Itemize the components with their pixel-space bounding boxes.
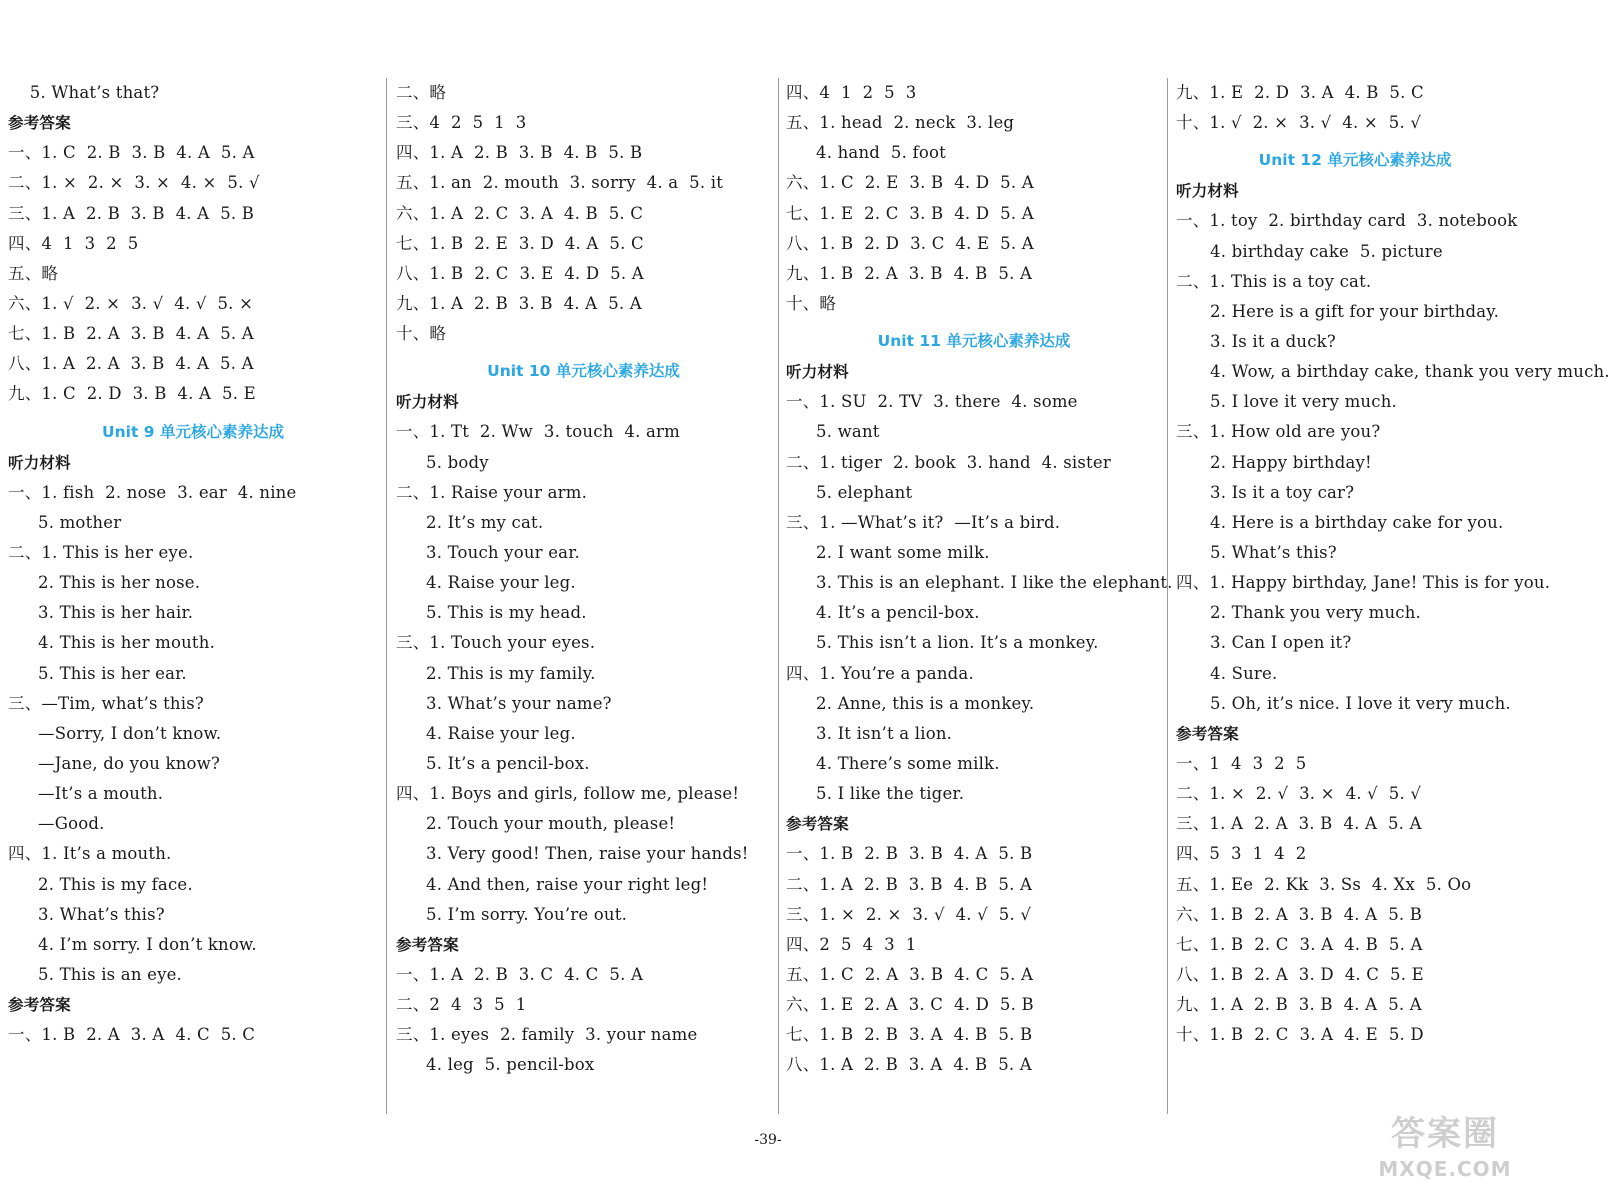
answer-line: 三、1. —What’s it? —It’s a bird. bbox=[786, 512, 1061, 532]
answer-line: 三、1. A 2. B 3. B 4. A 5. B bbox=[8, 203, 255, 223]
answer-line: 七、1. B 2. B 3. A 4. B 5. B bbox=[786, 1025, 1033, 1045]
column-divider bbox=[1167, 78, 1168, 1114]
answer-line: 二、1. A 2. B 3. B 4. B 5. A bbox=[786, 874, 1033, 894]
answer-line: 二、1. × 2. × 3. × 4. × 5. √ bbox=[8, 173, 260, 193]
answer-line: 5. Oh, it’s nice. I love it very much. bbox=[1210, 693, 1511, 713]
answer-line: 一、1. fish 2. nose 3. ear 4. nine bbox=[8, 482, 297, 502]
answer-line: 一、1. A 2. B 3. C 4. C 5. A bbox=[396, 964, 644, 984]
answer-line: 二、略 bbox=[396, 83, 447, 102]
section-heading: 参考答案 bbox=[8, 996, 71, 1015]
answer-line: 4. Raise your leg. bbox=[426, 723, 576, 743]
answer-line: 5. body bbox=[426, 452, 489, 472]
answer-line: 三、1. eyes 2. family 3. your name bbox=[396, 1025, 698, 1045]
page-number: -39- bbox=[754, 1132, 782, 1148]
answer-line: 4. I’m sorry. I don’t know. bbox=[38, 934, 257, 954]
answer-line: 4. Here is a birthday cake for you. bbox=[1210, 512, 1504, 532]
answer-line: 三、1. A 2. A 3. B 4. A 5. A bbox=[1176, 814, 1422, 834]
answer-line: 2. Thank you very much. bbox=[1210, 603, 1421, 623]
column-2 bbox=[396, 78, 771, 1118]
answer-line: 2. This is my family. bbox=[426, 663, 596, 683]
answer-line: 五、1. C 2. A 3. B 4. C 5. A bbox=[786, 964, 1034, 984]
answer-line: 六、1. √ 2. × 3. √ 4. √ 5. × bbox=[8, 293, 254, 313]
answer-line: 5. I like the tiger. bbox=[816, 784, 965, 804]
answer-line: 八、1. A 2. B 3. A 4. B 5. A bbox=[786, 1055, 1032, 1075]
answer-line: 二、1. This is a toy cat. bbox=[1176, 271, 1372, 291]
answer-line: 3. Is it a toy car? bbox=[1210, 482, 1355, 502]
answer-line: 4. And then, raise your right leg! bbox=[426, 874, 709, 894]
section-heading: 参考答案 bbox=[786, 815, 849, 834]
answer-line: 四、4 1 3 2 5 bbox=[8, 233, 139, 253]
answer-line: 九、1. C 2. D 3. B 4. A 5. E bbox=[8, 384, 256, 404]
answer-line: 九、1. B 2. A 3. B 4. B 5. A bbox=[786, 263, 1033, 283]
answer-line: 四、1. A 2. B 3. B 4. B 5. B bbox=[396, 143, 643, 163]
answer-line: 一、1. B 2. B 3. B 4. A 5. B bbox=[786, 844, 1033, 864]
answer-line: 2. Touch your mouth, please! bbox=[426, 814, 676, 834]
answer-line: 3. Can I open it? bbox=[1210, 633, 1352, 653]
answer-line: 5. mother bbox=[38, 512, 122, 532]
answer-line: 三、—Tim, what’s this? bbox=[8, 693, 204, 713]
answer-line: 九、1. A 2. B 3. B 4. A 5. A bbox=[396, 293, 642, 313]
answer-line: 四、2 5 4 3 1 bbox=[786, 934, 917, 954]
answer-line: 2. This is my face. bbox=[38, 874, 193, 894]
answer-line: 四、1. You’re a panda. bbox=[786, 663, 974, 683]
answer-line: 一、1. Tt 2. Ww 3. touch 4. arm bbox=[396, 422, 680, 442]
answer-line: 七、1. B 2. A 3. B 4. A 5. A bbox=[8, 324, 254, 344]
answer-line: 六、1. C 2. E 3. B 4. D 5. A bbox=[786, 173, 1034, 193]
section-heading: 听力材料 bbox=[396, 393, 459, 412]
unit-title: Unit 11 单元核心素养达成 bbox=[877, 332, 1071, 351]
answer-line: 2. Here is a gift for your birthday. bbox=[1210, 301, 1500, 321]
answer-line: 4. leg 5. pencil-box bbox=[426, 1055, 595, 1075]
answer-line: 八、1. B 2. A 3. D 4. C 5. E bbox=[1176, 964, 1424, 984]
answer-line: 十、略 bbox=[786, 293, 837, 313]
column-divider bbox=[386, 78, 387, 1114]
answer-line: 2. It’s my cat. bbox=[426, 512, 544, 532]
answer-line: 4. Sure. bbox=[1210, 663, 1278, 683]
answer-line: 3. It isn’t a lion. bbox=[816, 723, 953, 743]
answer-line: 4. Wow, a birthday cake, thank you very much. bbox=[1210, 362, 1610, 382]
answer-line: —Jane, do you know? bbox=[38, 753, 221, 773]
answer-line: 二、1. This is her eye. bbox=[8, 542, 194, 562]
section-heading: 听力材料 bbox=[8, 453, 71, 472]
answer-line: 十、1. √ 2. × 3. √ 4. × 5. √ bbox=[1176, 113, 1422, 133]
answer-line: 一、1 4 3 2 5 bbox=[1176, 753, 1307, 773]
answer-line: 七、1. B 2. E 3. D 4. A 5. C bbox=[396, 233, 644, 253]
answer-line: 4. Raise your leg. bbox=[426, 573, 576, 593]
answer-line: 5. I’m sorry. You’re out. bbox=[426, 904, 628, 924]
column-4 bbox=[1176, 78, 1610, 1118]
answer-line: 八、1. B 2. D 3. C 4. E 5. A bbox=[786, 233, 1034, 253]
answer-line: 3. This is her hair. bbox=[38, 603, 194, 623]
answer-line: —Sorry, I don’t know. bbox=[38, 723, 222, 743]
section-heading: 听力材料 bbox=[1176, 182, 1239, 201]
answer-line: 二、1. Raise your arm. bbox=[396, 482, 588, 502]
watermark-logo bbox=[1360, 1112, 1530, 1190]
answer-line: 九、1. E 2. D 3. A 4. B 5. C bbox=[1176, 83, 1424, 102]
answer-line: 一、1. B 2. A 3. A 4. C 5. C bbox=[8, 1025, 256, 1045]
answer-line: 2. This is her nose. bbox=[38, 573, 201, 593]
answer-line: 4. It’s a pencil-box. bbox=[816, 603, 980, 623]
answer-line: —Good. bbox=[38, 814, 105, 834]
answer-line: 六、1. B 2. A 3. B 4. A 5. B bbox=[1176, 904, 1423, 924]
answer-line: 五、1. head 2. neck 3. leg bbox=[786, 113, 1015, 133]
column-1 bbox=[8, 78, 378, 1118]
answer-line: 二、2 4 3 5 1 bbox=[396, 995, 527, 1015]
answer-line: 一、1. C 2. B 3. B 4. A 5. A bbox=[8, 143, 255, 163]
answer-line: 2. Happy birthday! bbox=[1210, 452, 1372, 472]
answer-line: 八、1. A 2. A 3. B 4. A 5. A bbox=[8, 354, 254, 374]
answer-line: 二、1. tiger 2. book 3. hand 4. sister bbox=[786, 452, 1111, 472]
answer-line: 五、1. an 2. mouth 3. sorry 4. a 5. it bbox=[396, 173, 724, 193]
answer-line: 五、1. Ee 2. Kk 3. Ss 4. Xx 5. Oo bbox=[1176, 874, 1472, 894]
answer-line: 2. I want some milk. bbox=[816, 542, 990, 562]
answer-line: 3. Very good! Then, raise your hands! bbox=[426, 844, 749, 864]
answer-line: 5. What’s this? bbox=[1210, 542, 1337, 562]
answer-line: 5. I love it very much. bbox=[1210, 392, 1397, 412]
answer-line: 四、4 1 2 5 3 bbox=[786, 83, 917, 102]
unit-title: Unit 10 单元核心素养达成 bbox=[487, 362, 680, 381]
answer-line: 4. hand 5. foot bbox=[816, 143, 946, 163]
answer-line: 五、略 bbox=[8, 263, 59, 283]
answer-line: 四、1. Happy birthday, Jane! This is for you. bbox=[1176, 573, 1551, 593]
answer-line: 5. want bbox=[816, 422, 880, 442]
answer-line: 三、1. How old are you? bbox=[1176, 422, 1381, 442]
section-heading: 听力材料 bbox=[786, 363, 849, 382]
unit-title: Unit 9 单元核心素养达成 bbox=[102, 422, 284, 441]
answer-line: 5. elephant bbox=[816, 482, 913, 502]
answer-line: —It’s a mouth. bbox=[38, 784, 164, 804]
answer-line: 四、1. Boys and girls, follow me, please! bbox=[396, 784, 740, 804]
answer-line: 七、1. B 2. C 3. A 4. B 5. A bbox=[1176, 934, 1423, 954]
answer-line: 十、1. B 2. C 3. A 4. E 5. D bbox=[1176, 1025, 1424, 1045]
column-divider bbox=[778, 78, 779, 1114]
watermark-url: MXQE.COM bbox=[1378, 1157, 1512, 1181]
answer-line: 三、1. × 2. × 3. √ 4. √ 5. √ bbox=[786, 904, 1032, 924]
answer-line: 4. This is her mouth. bbox=[38, 633, 216, 653]
answer-line: 5. This is her ear. bbox=[38, 663, 187, 683]
unit-title: Unit 12 单元核心素养达成 bbox=[1258, 151, 1452, 170]
answer-line: 5. This is an eye. bbox=[38, 964, 183, 984]
answer-line: 四、5 3 1 4 2 bbox=[1176, 844, 1307, 864]
column-3 bbox=[786, 78, 1173, 1118]
answer-line: 3. Touch your ear. bbox=[426, 542, 580, 562]
answer-line: 九、1. A 2. B 3. B 4. A 5. A bbox=[1176, 995, 1422, 1015]
answer-line: 一、1. toy 2. birthday card 3. notebook bbox=[1176, 211, 1518, 231]
answer-line: 3. This is an elephant. I like the elephant. bbox=[816, 573, 1173, 593]
answer-line: 四、1. It’s a mouth. bbox=[8, 844, 172, 864]
answer-line: 七、1. E 2. C 3. B 4. D 5. A bbox=[786, 203, 1034, 223]
answer-line: 4. birthday cake 5. picture bbox=[1210, 241, 1443, 261]
answer-line: 三、4 2 5 1 3 bbox=[396, 113, 527, 133]
answer-line: 三、1. Touch your eyes. bbox=[396, 633, 596, 653]
answer-line: 二、1. × 2. √ 3. × 4. √ 5. √ bbox=[1176, 784, 1422, 804]
answer-line: 5. What’s that? bbox=[8, 83, 160, 102]
answer-line: 3. What’s this? bbox=[38, 904, 165, 924]
answer-line: 六、1. E 2. A 3. C 4. D 5. B bbox=[786, 995, 1034, 1015]
section-heading: 参考答案 bbox=[396, 935, 459, 954]
section-heading: 参考答案 bbox=[1176, 724, 1239, 743]
answer-line: 八、1. B 2. C 3. E 4. D 5. A bbox=[396, 263, 644, 283]
answer-line: 5. It’s a pencil-box. bbox=[426, 753, 590, 773]
section-heading: 参考答案 bbox=[8, 114, 71, 133]
answer-line: 5. This is my head. bbox=[426, 603, 587, 623]
answer-line: 3. What’s your name? bbox=[426, 693, 612, 713]
answer-line: 3. Is it a duck? bbox=[1210, 331, 1336, 351]
answer-line: 5. This isn’t a lion. It’s a monkey. bbox=[816, 633, 1099, 653]
answer-line: 一、1. SU 2. TV 3. there 4. some bbox=[786, 392, 1078, 412]
watermark-text: 答案圈 bbox=[1391, 1114, 1499, 1154]
answer-line: 十、略 bbox=[396, 324, 447, 344]
answer-line: 2. Anne, this is a monkey. bbox=[816, 693, 1035, 713]
answer-line: 4. There’s some milk. bbox=[816, 753, 1000, 773]
answer-line: 六、1. A 2. C 3. A 4. B 5. C bbox=[396, 203, 644, 223]
